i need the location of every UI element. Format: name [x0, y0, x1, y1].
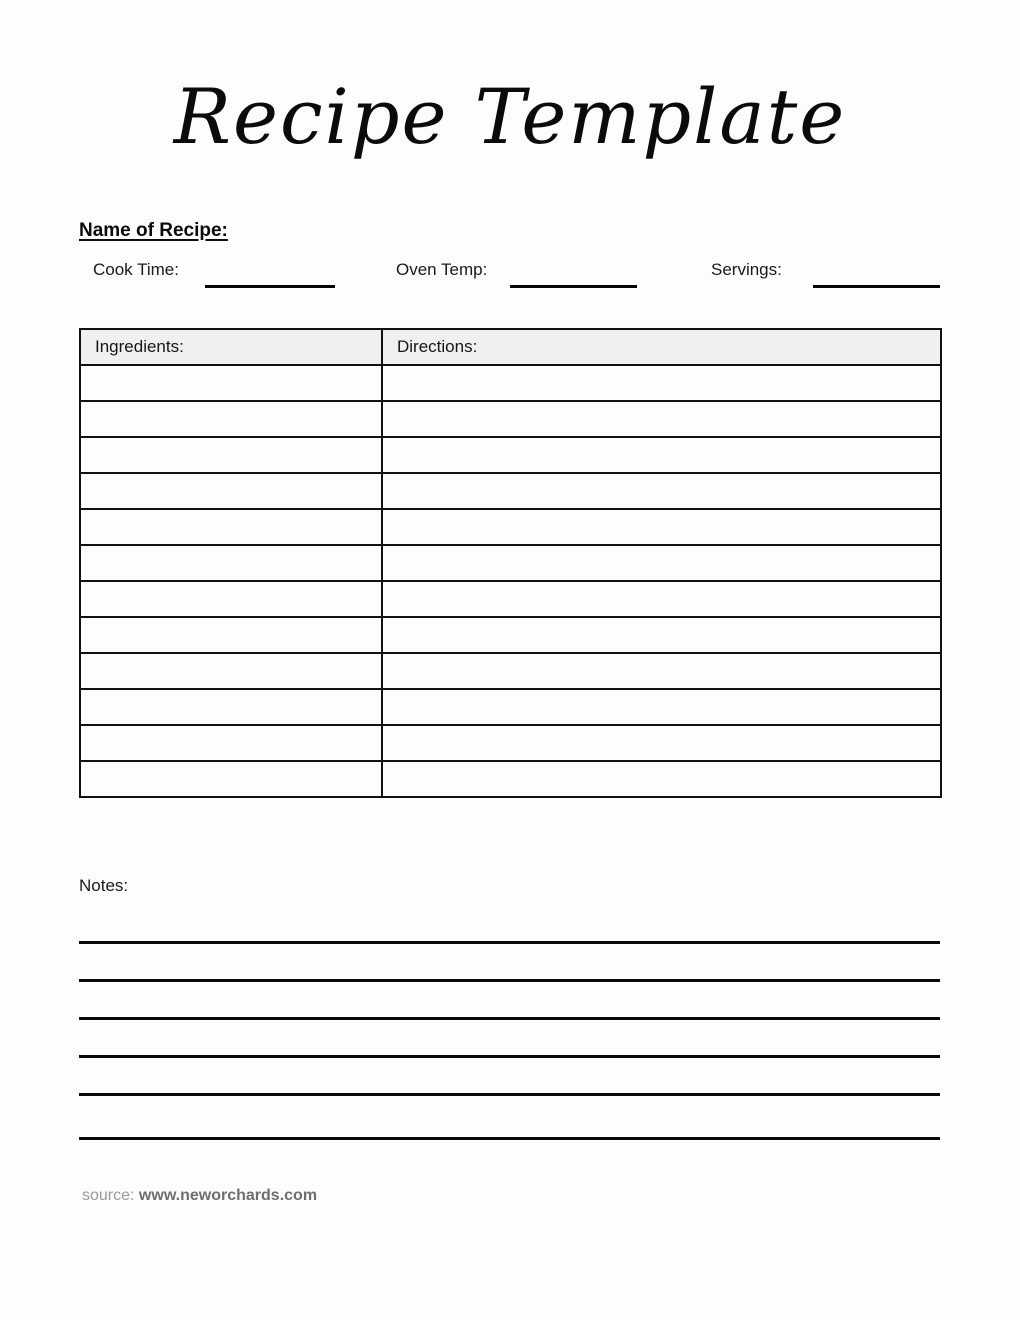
column-header-directions: Directions:	[382, 329, 941, 365]
table-cell-ingredients[interactable]	[80, 437, 382, 473]
table-cell-directions[interactable]	[382, 617, 941, 653]
recipe-table	[79, 328, 942, 798]
table-row	[80, 545, 941, 581]
table-row	[80, 437, 941, 473]
page-title: Recipe Template	[173, 72, 847, 161]
notes-line[interactable]	[79, 1017, 940, 1020]
table-cell-ingredients[interactable]	[80, 761, 382, 797]
table-cell-ingredients[interactable]	[80, 653, 382, 689]
source-footer	[82, 1185, 317, 1207]
table-header-row	[80, 329, 941, 365]
notes-line[interactable]	[79, 979, 940, 982]
table-cell-ingredients[interactable]	[80, 725, 382, 761]
table-cell-ingredients[interactable]	[80, 689, 382, 725]
table-cell-directions[interactable]	[382, 545, 941, 581]
notes-line[interactable]	[79, 941, 940, 944]
table-cell-ingredients[interactable]	[80, 401, 382, 437]
table-cell-directions[interactable]	[382, 653, 941, 689]
servings-input[interactable]	[813, 285, 940, 288]
notes-label: Notes:	[79, 876, 129, 895]
table-cell-directions[interactable]	[382, 761, 941, 797]
source-prefix: source:	[82, 1187, 139, 1204]
table-cell-directions[interactable]	[382, 401, 941, 437]
column-header-ingredients: Ingredients:	[80, 329, 382, 365]
notes-line[interactable]	[79, 1055, 940, 1058]
table-cell-ingredients[interactable]	[80, 365, 382, 401]
oven-temp-input[interactable]	[510, 285, 637, 288]
name-of-recipe-label: Name of Recipe:	[79, 220, 228, 241]
table-cell-ingredients[interactable]	[80, 473, 382, 509]
table-row	[80, 725, 941, 761]
table-row	[80, 581, 941, 617]
table-cell-ingredients[interactable]	[80, 617, 382, 653]
table-cell-directions[interactable]	[382, 509, 941, 545]
notes-line[interactable]	[79, 1093, 940, 1096]
servings-label: Servings:	[711, 260, 782, 279]
table-row	[80, 689, 941, 725]
table-header	[80, 329, 941, 365]
source-url[interactable]: www.neworchards.com	[138, 1187, 318, 1204]
table-cell-ingredients[interactable]	[80, 545, 382, 581]
table-cell-directions[interactable]	[382, 581, 941, 617]
cook-time-input[interactable]	[205, 285, 335, 288]
notes-line[interactable]	[79, 1137, 940, 1140]
table-body	[80, 365, 941, 797]
table-row	[80, 509, 941, 545]
oven-temp-label: Oven Temp:	[396, 260, 488, 279]
table-row	[80, 365, 941, 401]
table-row	[80, 617, 941, 653]
table-cell-directions[interactable]	[382, 365, 941, 401]
table-cell-directions[interactable]	[382, 473, 941, 509]
cook-time-label: Cook Time:	[93, 260, 179, 279]
table-row	[80, 473, 941, 509]
table-row	[80, 653, 941, 689]
table-cell-directions[interactable]	[382, 689, 941, 725]
table-cell-directions[interactable]	[382, 725, 941, 761]
table-cell-ingredients[interactable]	[80, 581, 382, 617]
table-row	[80, 401, 941, 437]
table-cell-directions[interactable]	[382, 437, 941, 473]
table-row	[80, 761, 941, 797]
table-cell-ingredients[interactable]	[80, 509, 382, 545]
